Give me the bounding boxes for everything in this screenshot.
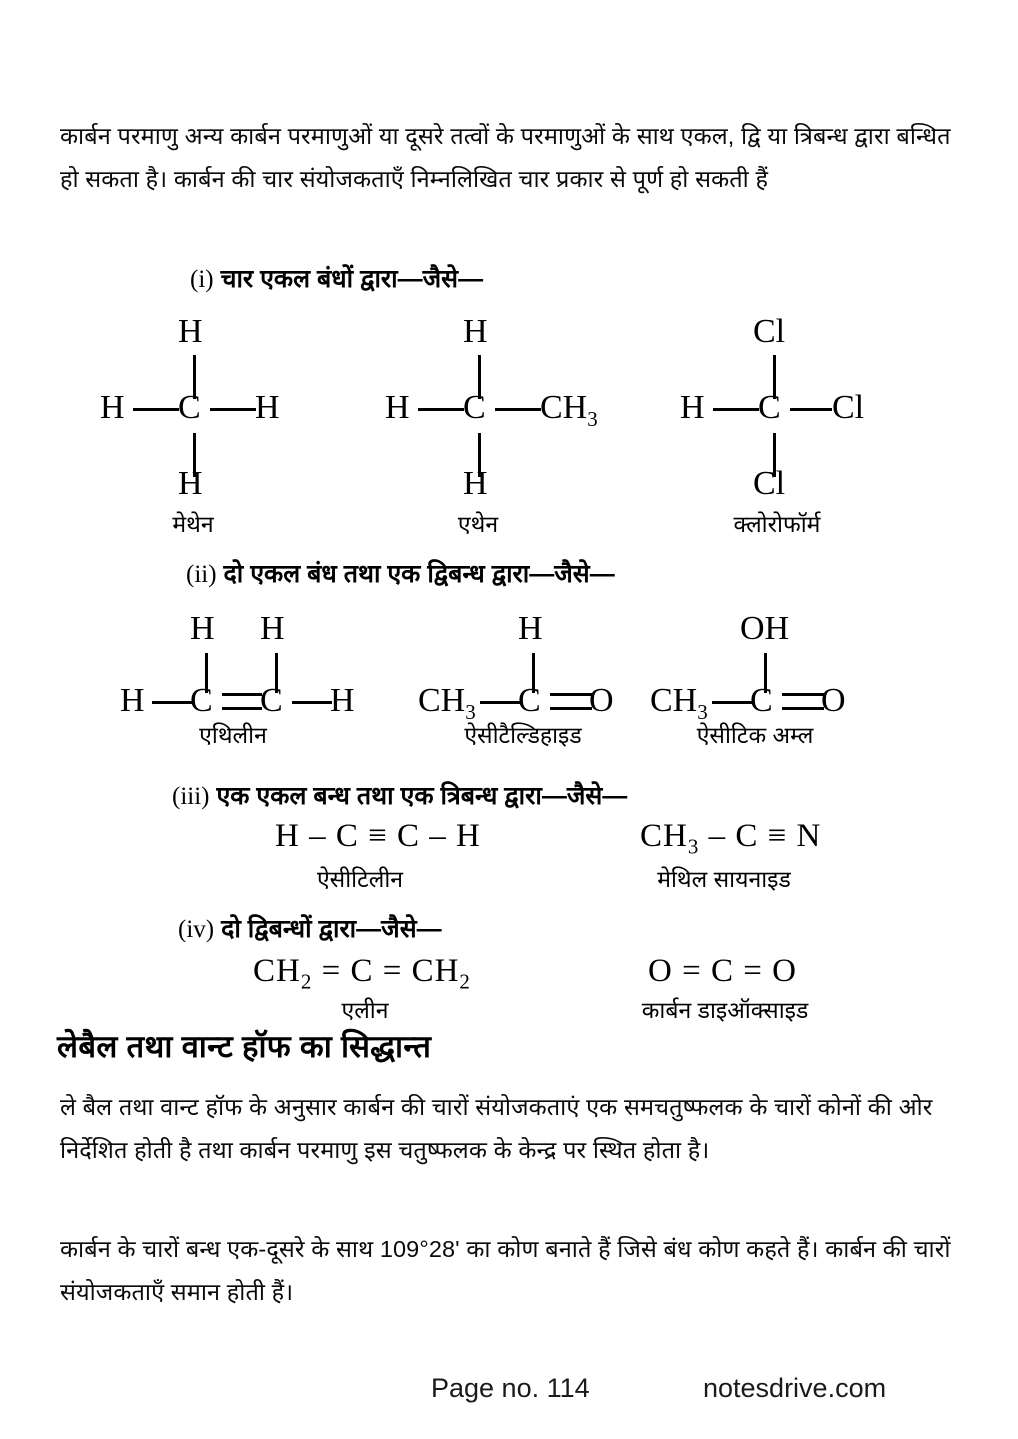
acetic-acid-right-atom: O: [821, 682, 846, 719]
acetaldehyde-double-bond: [550, 693, 592, 710]
subheading-ii-title: दो एकल बंध तथा एक द्विबन्ध द्वारा—जैसे—: [223, 560, 615, 588]
acetaldehyde-caption: ऐसीटैल्डिहाइड: [464, 722, 582, 748]
ethylene-bond-left: [152, 701, 192, 704]
ethylene-carbon-1: C: [190, 682, 213, 719]
acetaldehyde-right-atom: O: [589, 682, 614, 719]
structure-ethylene: [120, 612, 390, 762]
subheading-iii: [172, 778, 627, 812]
acetaldehyde-bond-left: [480, 701, 520, 704]
acetic-acid-top-atom: OH: [740, 610, 790, 647]
ethylene-caption: एथिलीन: [199, 722, 267, 748]
ethylene-right-atom: H: [330, 682, 355, 719]
methyl-cyanide-caption: मेथिल सायनाइड: [657, 866, 791, 892]
ethane-bond-left: [418, 408, 464, 411]
acetic-acid-bond-left: [712, 701, 752, 704]
acetic-acid-caption: ऐसीटिक अम्ल: [696, 722, 814, 748]
ethylene-top-atom-2: H: [260, 610, 285, 647]
chloroform-caption: क्लोरोफॉर्म: [733, 511, 821, 537]
acetaldehyde-left-atom: $CH_3$: [418, 682, 476, 724]
ethane-top-atom: H: [463, 313, 488, 350]
subheading-iii-title: एक एकल बन्ध तथा एक त्रिबन्ध द्वारा—जैसे—: [216, 782, 628, 810]
methane-center-atom: C: [178, 389, 201, 426]
subheading-ii: [186, 556, 615, 590]
subheading-ii-roman: (ii): [186, 561, 217, 588]
ethylene-double-bond: [222, 693, 262, 710]
formula-carbon-dioxide: O = C = O: [648, 953, 797, 989]
carbon-dioxide-caption: कार्बन डाइऑक्साइड: [641, 997, 809, 1023]
formula-allene: $CH_2 = C = CH_2$: [253, 953, 471, 994]
lebel-vant-hoff-paragraph: ले बैल तथा वान्ट हॉफ के अनुसार कार्बन की चारों संयोजकताएं एक समचतुष्फलक के चारों कोनों की ओर निर्देशित होती है तथा कार्बन परमाणु इस चतुष्फलक के केन्द्र पर स्थित होता है।: [60, 1094, 933, 1163]
ethane-center-atom: C: [463, 389, 486, 426]
ethylene-left-atom: H: [120, 682, 145, 719]
bond-angle-paragraph: कार्बन के चारों बन्ध एक-दूसरे के साथ 109°28' का कोण बनाते हैं जिसे बंध कोण कहते हैं। कार्बन की चारों संयोजकताएँ समान होती हैं।: [60, 1236, 951, 1305]
acetaldehyde-carbon: C: [518, 682, 541, 719]
subheading-iv: [178, 911, 442, 945]
methane-bottom-atom: H: [178, 465, 203, 502]
ethane-bond-right: [495, 408, 541, 411]
subheading-i-title: चार एकल बंधों द्वारा—जैसे—: [220, 265, 484, 293]
footer-site-name: notesdrive.com: [703, 1373, 887, 1403]
ethylene-bond-right: [292, 701, 332, 704]
acetic-acid-left-atom: $CH_3$: [650, 682, 708, 724]
chloroform-bond-left: [713, 408, 759, 411]
chloroform-bond-right: [790, 408, 832, 411]
methane-left-atom: H: [100, 389, 125, 426]
subheading-i-roman: (i): [190, 266, 214, 293]
methane-caption: मेथेन: [172, 511, 214, 537]
subheading-iv-roman: (iv): [178, 916, 215, 943]
subheading-iii-roman: (iii): [172, 783, 210, 810]
chloroform-top-atom: Cl: [753, 313, 786, 350]
acetylene-caption: ऐसीटिलीन: [316, 866, 404, 892]
ethylene-top-atom-1: H: [190, 610, 215, 647]
acetic-acid-double-bond: [782, 693, 824, 710]
footer-page-number: Page no. 114: [431, 1373, 590, 1403]
formula-acetylene: H – C ≡ C – H: [275, 818, 481, 854]
chloroform-left-atom: H: [680, 389, 705, 426]
intro-paragraph: कार्बन परमाणु अन्य कार्बन परमाणुओं या दूसरे तत्वों के परमाणुओं के साथ एकल, द्वि या त्रिबन्ध द्वारा बन्धित हो सकता है। कार्बन की चार संयोजकताएँ निम्नलिखित चार प्रकार से पूर्ण हो सकती हैं: [60, 123, 951, 192]
ethane-right-atom: $CH_3$: [540, 389, 598, 431]
ethane-caption: एथेन: [457, 511, 499, 537]
methane-top-atom: H: [178, 313, 203, 350]
formula-methyl-cyanide: $CH_3 - C \equiv N$: [640, 818, 822, 859]
methane-right-atom: H: [255, 389, 280, 426]
structure-ethane: [385, 313, 625, 537]
methane-bond-left: [133, 408, 179, 411]
subheading-iv-title: दो द्विबन्धों द्वारा—जैसे—: [221, 915, 442, 943]
chloroform-bottom-atom: Cl: [753, 465, 786, 502]
chloroform-right-atom: Cl: [832, 389, 865, 426]
structure-acetic-acid: [650, 612, 890, 762]
allene-caption: एलीन: [341, 997, 389, 1023]
chloroform-center-atom: C: [758, 389, 781, 426]
ethane-left-atom: H: [385, 389, 410, 426]
section-heading-lebel-vant-hoff: लेबैल तथा वान्ट हॉफ का सिद्धान्त: [57, 1029, 432, 1064]
structure-chloroform: [680, 313, 930, 537]
ethylene-carbon-2: C: [260, 682, 283, 719]
ethane-bottom-atom: H: [463, 465, 488, 502]
acetic-acid-carbon: C: [750, 682, 773, 719]
methane-bond-right: [210, 408, 256, 411]
structure-acetaldehyde: [418, 612, 658, 762]
acetaldehyde-top-atom: H: [518, 610, 543, 647]
structure-methane: [100, 313, 340, 537]
subheading-i: [190, 261, 483, 295]
